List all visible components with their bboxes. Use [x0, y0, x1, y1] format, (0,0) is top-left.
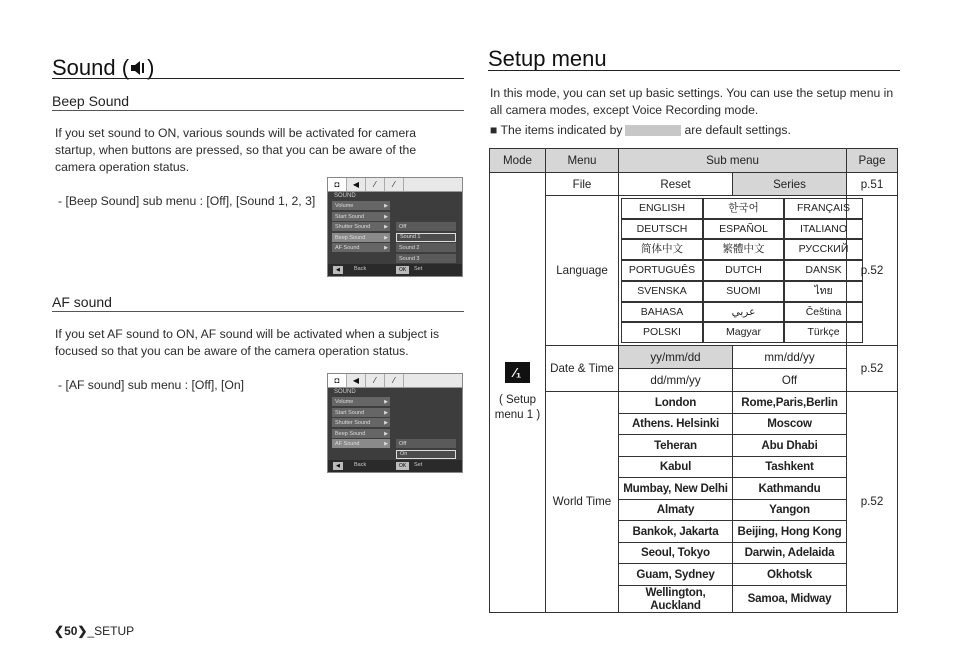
camera-tabs: [328, 374, 462, 388]
city-mumbay: Mumbay, New Delhi: [619, 478, 733, 500]
header-submenu: Sub menu: [619, 149, 847, 173]
lang-arabic: عربي: [703, 302, 784, 323]
lang-turkish: Türkçe: [784, 322, 863, 343]
setup-menu-rule: [488, 70, 900, 71]
legend-post: are default settings.: [684, 123, 791, 137]
lang-english: ENGLISH: [621, 198, 703, 219]
header-mode: Mode: [490, 149, 546, 173]
lang-korean: 한국어: [703, 198, 784, 219]
file-page: p.51: [847, 173, 898, 196]
menu-language: Language: [546, 196, 619, 346]
set-label: Set: [414, 266, 423, 272]
section-label: _SETUP: [87, 624, 135, 638]
header-menu: Menu: [546, 149, 619, 173]
menu-label: Volume: [335, 203, 354, 209]
menu-volume: Volume ▶: [332, 201, 390, 210]
back-arrow-icon: ◀: [333, 266, 343, 274]
setup2-icon: ⁄: [385, 374, 404, 387]
option-sound2: Sound 2: [396, 243, 456, 252]
mode-label: ( Setup menu 1 ): [494, 393, 541, 421]
menu-af-sound: AF Sound ▶: [332, 439, 390, 448]
sound-title-close: ): [147, 55, 155, 80]
camera-tabs: [328, 178, 462, 192]
header-page: Page: [847, 149, 898, 173]
set-label: Set: [414, 462, 423, 468]
screen-title: SOUND: [334, 193, 356, 199]
city-abu-dhabi: Abu Dhabi: [733, 435, 847, 457]
legend-pre: ■ The items indicated by: [490, 123, 623, 137]
af-sound-submenu: - [AF sound] sub menu : [Off], [On]: [58, 378, 245, 392]
city-samoa: Samoa, Midway: [733, 585, 847, 612]
date-option-ddmmyy: dd/mm/yy: [619, 369, 733, 392]
lang-spanish: ESPAÑOL: [703, 219, 784, 240]
file-option-reset: Reset: [619, 173, 733, 196]
city-guam: Guam, Sydney: [619, 564, 733, 586]
menu-label: Beep Sound: [335, 430, 366, 437]
lang-chinese-traditional: 繁體中文: [703, 239, 784, 260]
menu-file: File: [546, 173, 619, 196]
beep-sound-rule: [52, 110, 464, 111]
menu-start-sound: Start Sound ▶: [332, 408, 390, 417]
lang-italian: ITALIANO: [784, 219, 863, 240]
page-footer: [54, 624, 134, 638]
lang-finnish: SUOMI: [703, 281, 784, 302]
sound-title-text: Sound (: [52, 55, 130, 80]
af-sound-heading: AF sound: [52, 294, 112, 310]
back-label: Back: [354, 266, 367, 272]
lang-french: FRANÇAIS: [784, 198, 863, 219]
lang-portuguese: PORTUGUÊS: [621, 260, 703, 281]
speaker-icon: [129, 55, 147, 80]
file-option-series: Series: [733, 173, 847, 196]
menu-label: Beep Sound: [335, 234, 366, 241]
city-okhotsk: Okhotsk: [733, 564, 847, 586]
setup-intro: In this mode, you can set up basic settings. You can use the setup menu in all camera modes, except Voice Recording mode.: [490, 86, 894, 117]
city-kathmandu: Kathmandu: [733, 478, 847, 500]
setup2-icon: ⁄: [385, 178, 404, 191]
back-label: Back: [354, 462, 367, 468]
lang-czech: Čeština: [784, 302, 863, 323]
menu-beep-sound: Beep Sound ▶: [332, 429, 390, 438]
menu-label: AF Sound: [335, 245, 360, 251]
lang-russian: РУССКИЙ: [784, 239, 863, 260]
option-sound1: Sound 1: [396, 233, 456, 242]
city-teheran: Teheran: [619, 435, 733, 457]
city-wellington: Wellington, Auckland: [619, 585, 733, 612]
mode-cell: [490, 173, 546, 613]
language-cell: [619, 196, 851, 346]
option-on: On: [396, 450, 456, 459]
camera-icon: ◘: [328, 374, 347, 387]
menu-shutter-sound: Shutter Sound ▶: [332, 222, 390, 231]
city-moscow: Moscow: [733, 413, 847, 435]
setup-table: [489, 148, 898, 613]
lang-polish: POLSKI: [621, 322, 703, 343]
sound-title-rule: [52, 78, 464, 79]
lang-swedish: SVENSKA: [621, 281, 703, 302]
lang-thai: ไทย: [784, 281, 863, 302]
setup-menu-title: Setup menu: [488, 46, 607, 71]
city-beijing: Beijing, Hong Kong: [733, 521, 847, 543]
page-number: ❮50❯: [54, 624, 88, 638]
city-tashkent: Tashkent: [733, 456, 847, 478]
screen-footer: [328, 264, 462, 276]
menu-label: Volume: [335, 399, 354, 405]
af-sound-text: If you set AF sound to ON, AF sound will be activated when a subject is focused so that you can be aware of the camera operation status.: [55, 327, 440, 358]
menu-world-time: World Time: [546, 392, 619, 613]
lang-hungarian: Magyar: [703, 322, 784, 343]
menu-start-sound: Start Sound ▶: [332, 212, 390, 221]
city-yangon: Yangon: [733, 499, 847, 521]
af-sound-rule: [52, 311, 464, 312]
menu-label: Start Sound: [335, 213, 365, 220]
language-page: p.52: [847, 196, 898, 346]
beep-sound-submenu: - [Beep Sound] sub menu : [Off], [Sound 1, 2, 3]: [58, 194, 316, 208]
beep-sound-text: If you set sound to ON, various sounds will be activated for camera startup, when buttons are pressed, so that you can be aware of the camera operation status.: [55, 126, 417, 174]
back-arrow-icon: ◀: [333, 462, 343, 470]
ok-button: OK: [396, 266, 409, 274]
city-darwin: Darwin, Adelaida: [733, 542, 847, 564]
menu-af-sound: AF Sound ▶: [332, 243, 390, 252]
menu-shutter-sound: Shutter Sound ▶: [332, 418, 390, 427]
option-off: Off: [396, 439, 456, 448]
city-seoul: Seoul, Tokyo: [619, 542, 733, 564]
city-almaty: Almaty: [619, 499, 733, 521]
world-time-page: p.52: [847, 392, 898, 613]
camera-icon: ◘: [328, 178, 347, 191]
setup-icon: ⁄₁: [505, 362, 530, 383]
default-legend: [490, 122, 791, 139]
date-option-mmddyy: mm/dd/yy: [733, 346, 847, 369]
setup1-icon: ⁄: [366, 374, 385, 387]
menu-date-time: Date & Time: [546, 346, 619, 392]
page-number-value: 50: [64, 624, 78, 638]
speaker-icon: ◀: [347, 374, 366, 387]
city-athens: Athens. Helsinki: [619, 413, 733, 435]
default-swatch: [625, 125, 681, 136]
camera-screen-beep: [327, 177, 463, 277]
date-time-page: p.52: [847, 346, 898, 392]
ok-button: OK: [396, 462, 409, 470]
lang-bahasa: BAHASA: [621, 302, 703, 323]
menu-label: Shutter Sound: [335, 224, 371, 230]
lang-chinese-simplified: 简体中文: [621, 239, 703, 260]
menu-label: Shutter Sound: [335, 420, 371, 426]
option-sound3: Sound 3: [396, 254, 456, 263]
lang-dutch: DUTCH: [703, 260, 784, 281]
menu-beep-sound: Beep Sound ▶: [332, 233, 390, 242]
menu-label: AF Sound: [335, 441, 360, 447]
setup1-icon: ⁄: [366, 178, 385, 191]
city-bankok: Bankok, Jakarta: [619, 521, 733, 543]
beep-sound-heading: Beep Sound: [52, 93, 130, 109]
date-option-off: Off: [733, 369, 847, 392]
lang-danish: DANSK: [784, 260, 863, 281]
date-option-yymmdd: yy/mm/dd: [619, 346, 733, 369]
speaker-icon: ◀: [347, 178, 366, 191]
language-grid: [621, 198, 851, 343]
lang-german: DEUTSCH: [621, 219, 703, 240]
screen-footer: [328, 460, 462, 472]
camera-screen-af: [327, 373, 463, 473]
city-kabul: Kabul: [619, 456, 733, 478]
menu-label: Start Sound: [335, 409, 365, 416]
screen-title: SOUND: [334, 389, 356, 395]
menu-volume: Volume ▶: [332, 397, 390, 406]
option-off: Off: [396, 222, 456, 231]
city-london: London: [619, 392, 733, 414]
city-rome: Rome,Paris,Berlin: [733, 392, 847, 414]
